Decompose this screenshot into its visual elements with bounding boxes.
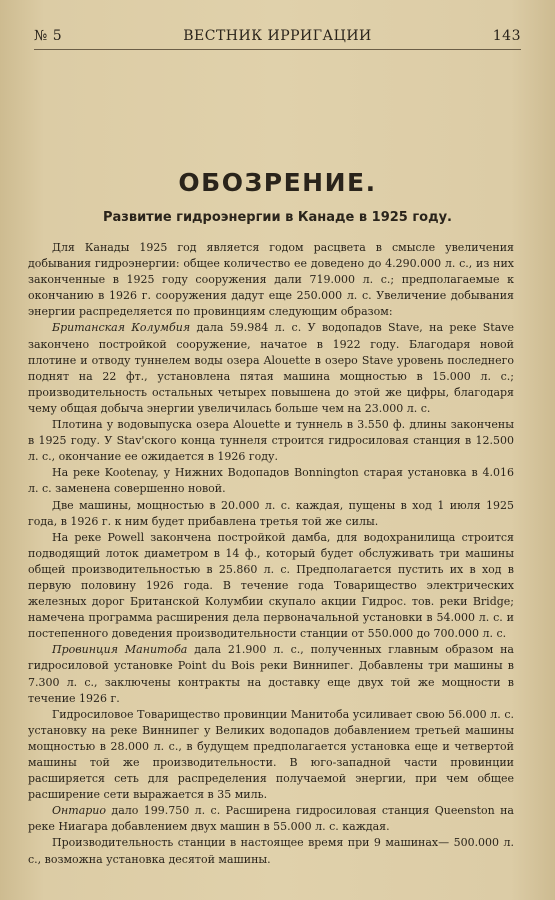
paragraph: На реке Kootenay, у Нижних Водопадов Bonnington старая установка в 4.016 л. с. заменена совершенно новой. [28,466,514,496]
paragraph: Для Канады 1925 год является годом расцвета в смысле увеличения добывания гидроэнергии: общее количество ее доведено до 4.290.000 л. с., из них законченные в 1925 году сооружения дали 719.000 л. с.; предполагаемые к окончанию в 1926 г. сооружения дадут еще 250.000 л. с. Увеличение добывания энергии распределяется по провинциям следующим образом: [28,241,514,319]
page-number: 143 [492,28,521,44]
paragraph-lead: Онтарио [52,804,107,818]
article-body [28,240,514,868]
paragraph: Онтарио дало 199.750 л. с. Расширена гидросиловая станция Queenston на реке Ниагара добавлением двух машин в 55.000 л. с. каждая. [28,804,514,834]
section-title: ОБОЗРЕНИЕ. [178,168,377,197]
paragraph: Плотина у водовыпуска озера Alouette и туннель в 3.550 ф. длины закончены в 1925 году. У Stav'ского конца туннеля строится гидросиловая станция в 12.500 л. с., окончание ее ожидается в 1926 году. [28,418,514,464]
article-subtitle: Развитие гидроэнергии в Канаде в 1925 году. [102,210,452,225]
paragraph: Производительность станции в настоящее время при 9 машинах— 500.000 л. с., возможна установка десятой машины. [28,836,514,866]
paragraph: Гидросиловое Товарищество провинции Манитоба усиливает свою 56.000 л. с. установку на реке Виннипег у Великих водопадов добавлением третьей машины мощностью в 28.000 л. с., в будущем предполагается установка еще и четвертой машины той же производительности. В юго-западной части провинции расширяется сеть для распределения получаемой энергии, при чем общее расширение сети выражается в 35 миль. [28,707,514,802]
paragraph-lead: Британская Колумбия [52,321,191,335]
paragraph: Две машины, мощностью в 20.000 л. с. каждая, пущены в ход 1 июля 1925 года, в 1926 г. к ним будет прибавлена третья той же силы. [28,498,514,528]
paragraph: На реке Powell закончена постройкой дамба, для водохранилища строится подводящий лоток диаметром в 14 ф., который будет обслуживать три машины общей производительностью в 25.860 л. с. Предполагается пустить их в ход в первую половину 1926 года. В течение года Товарищество электрических железных дорог Британской Колумбии скупало акции Гидрос. тов. реки Bridge; намечена программа расширения дела первоначальной установки в 54.000 л. с. и постепенного доведения производительности станции от 550.000 до 700.000 л. с. [28,530,514,641]
paragraph: Провинция Манитоба дала 21.900 л. с., полученных главным образом на гидросиловой установке Point du Bois реки Виннипег. Добавлены три машины в 7.300 л. с., заключены контракты на доставку еще двух той же мощности в течение 1926 г. [28,643,514,705]
page-header [34,28,521,50]
journal-title: ВЕСТНИК ИРРИГАЦИИ [183,28,372,44]
header-rule [34,49,521,50]
paragraph: Британская Колумбия дала 59.984 л. с. У водопадов Stave, на реке Stave закончено постройкой сооружение, начатое в 1922 году. Благодаря новой плотине и отводу туннелем воды озера Alouette в озеро Stave уровень последнего поднят на 22 фт., установлена пятая машина мощностью в 15.000 л. с.; производительность остальных четырех повышена до этой же цифры, благодаря чему общая добыча энергии увеличилась больше чем на 23.000 л. с. [28,321,515,415]
issue-number: № 5 [34,28,63,44]
paragraph-lead: Провинция Манитоба [52,643,188,657]
